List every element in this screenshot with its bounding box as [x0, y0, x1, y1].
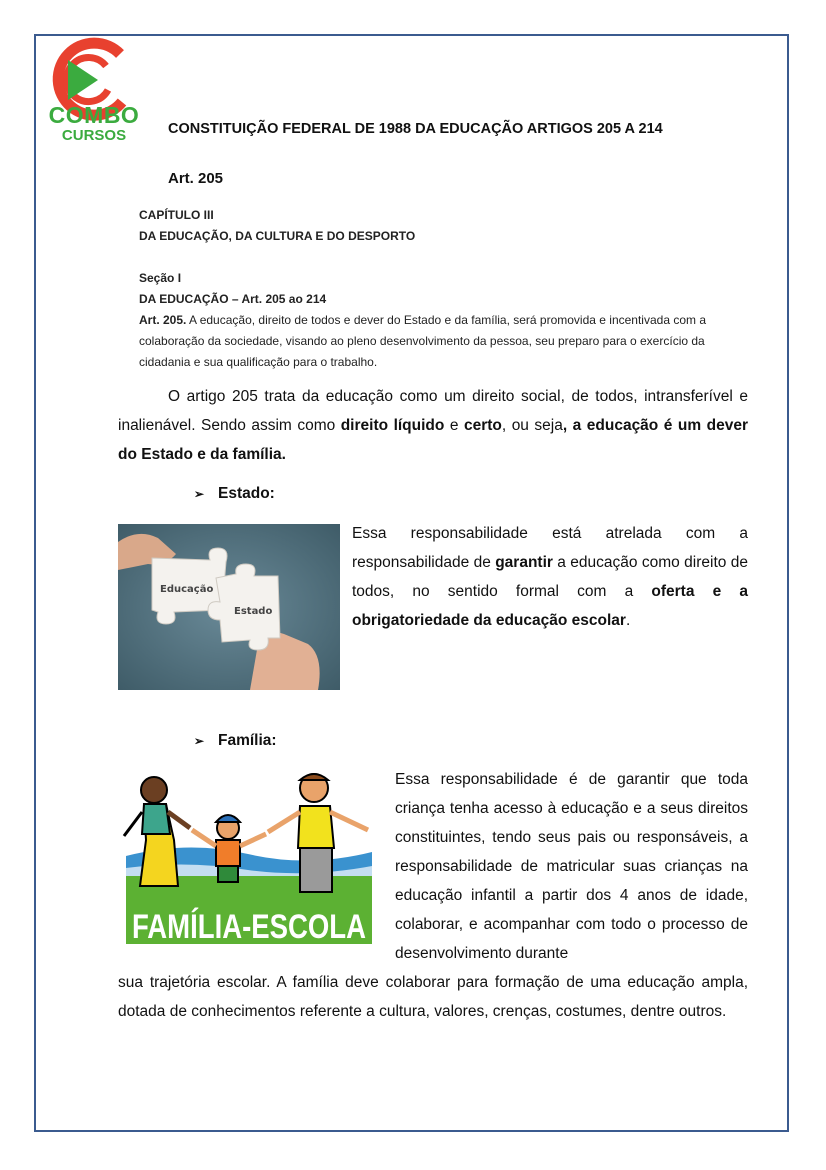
intro-bold-3: , a educação é um dever do Estado e da família. — [118, 417, 748, 463]
bullet-familia — [194, 732, 277, 750]
familia-heading: Família: — [218, 732, 277, 749]
estado-text-1: Essa responsabilidade está atrelada com a responsabilidade de — [352, 525, 748, 571]
excerpt-chapter-title: DA EDUCAÇÃO, DA CULTURA E DO DESPORTO — [139, 229, 416, 243]
excerpt-article — [139, 310, 739, 373]
excerpt-section: Seção I — [139, 271, 182, 285]
puzzle-left-label: Educação — [160, 584, 214, 595]
puzzle-right-label: Estado — [234, 606, 273, 617]
law-excerpt — [139, 205, 739, 373]
logo-wordmark — [44, 104, 144, 143]
estado-bold-1: garantir — [495, 554, 553, 571]
excerpt-art-label: Art. 205. — [139, 313, 187, 327]
estado-heading: Estado: — [218, 485, 275, 502]
estado-text-3: . — [625, 612, 631, 629]
intro-bold-2: certo — [463, 417, 502, 434]
intro-text-1: O artigo 205 trata da educação como um direito social, de todos, intransferível e inalienável. Sendo assim como — [118, 388, 748, 434]
document-title: CONSTITUIÇÃO FEDERAL DE 1988 DA EDUCAÇÃO ARTIGOS 205 A 214 — [168, 121, 663, 137]
logo-line2: CURSOS — [61, 127, 127, 144]
excerpt-chapter: CAPÍTULO III — [139, 208, 214, 222]
familia-continuation: sua trajetória escolar. A família deve colaborar para formação de uma educação ampla, dotada de conhecimentos referente a cultura, valores, crenças, costumes, dentre outros. — [118, 974, 748, 1020]
article-heading: Art. 205 — [168, 170, 224, 187]
puzzle-education-state-image — [118, 524, 340, 690]
intro-paragraph — [118, 382, 748, 469]
excerpt-section-title: DA EDUCAÇÃO – Art. 205 ao 214 — [139, 292, 327, 306]
arrow-bullet-icon: ➢ — [194, 487, 205, 501]
excerpt-art-text: A educação, direito de todos e dever do Estado e da família, será promovida e incentivada com a colaboração da sociedade, visando ao pleno desenvolvimento da pessoa, seu preparo para o exercício da cidadania e sua qualificação para o trabalho. — [139, 313, 707, 369]
intro-text-3: , ou seja — [501, 417, 563, 434]
familia-escola-illustration — [118, 768, 380, 946]
arrow-bullet-icon: ➢ — [194, 734, 205, 748]
estado-paragraph — [352, 519, 748, 635]
familia-paragraph: Essa responsabilidade é de garantir que toda criança tenha acesso à educação e a seus direitos constituintes, tendo seus pais ou responsáveis, a responsabilidade de matricular suas crianças na educação infantil a partir dos 4 anos de idade, colaborar, e acompanhar com todo o processo de desenvolvimento durante — [395, 771, 748, 962]
estado-bold-2: oferta e a obrigatoriedade da educação escolar — [352, 583, 748, 629]
familia-escola-banner: FAMÍLIA-ESCOLA — [132, 908, 366, 946]
logo-line1: COMBO — [48, 102, 140, 128]
bullet-estado — [194, 485, 275, 503]
excerpt-spacer — [139, 247, 739, 268]
estado-text-2: a educação como direito de todos, no sentido formal com a — [352, 554, 749, 600]
intro-text-2: e — [444, 417, 464, 434]
intro-bold-1: direito líquido — [340, 417, 445, 434]
